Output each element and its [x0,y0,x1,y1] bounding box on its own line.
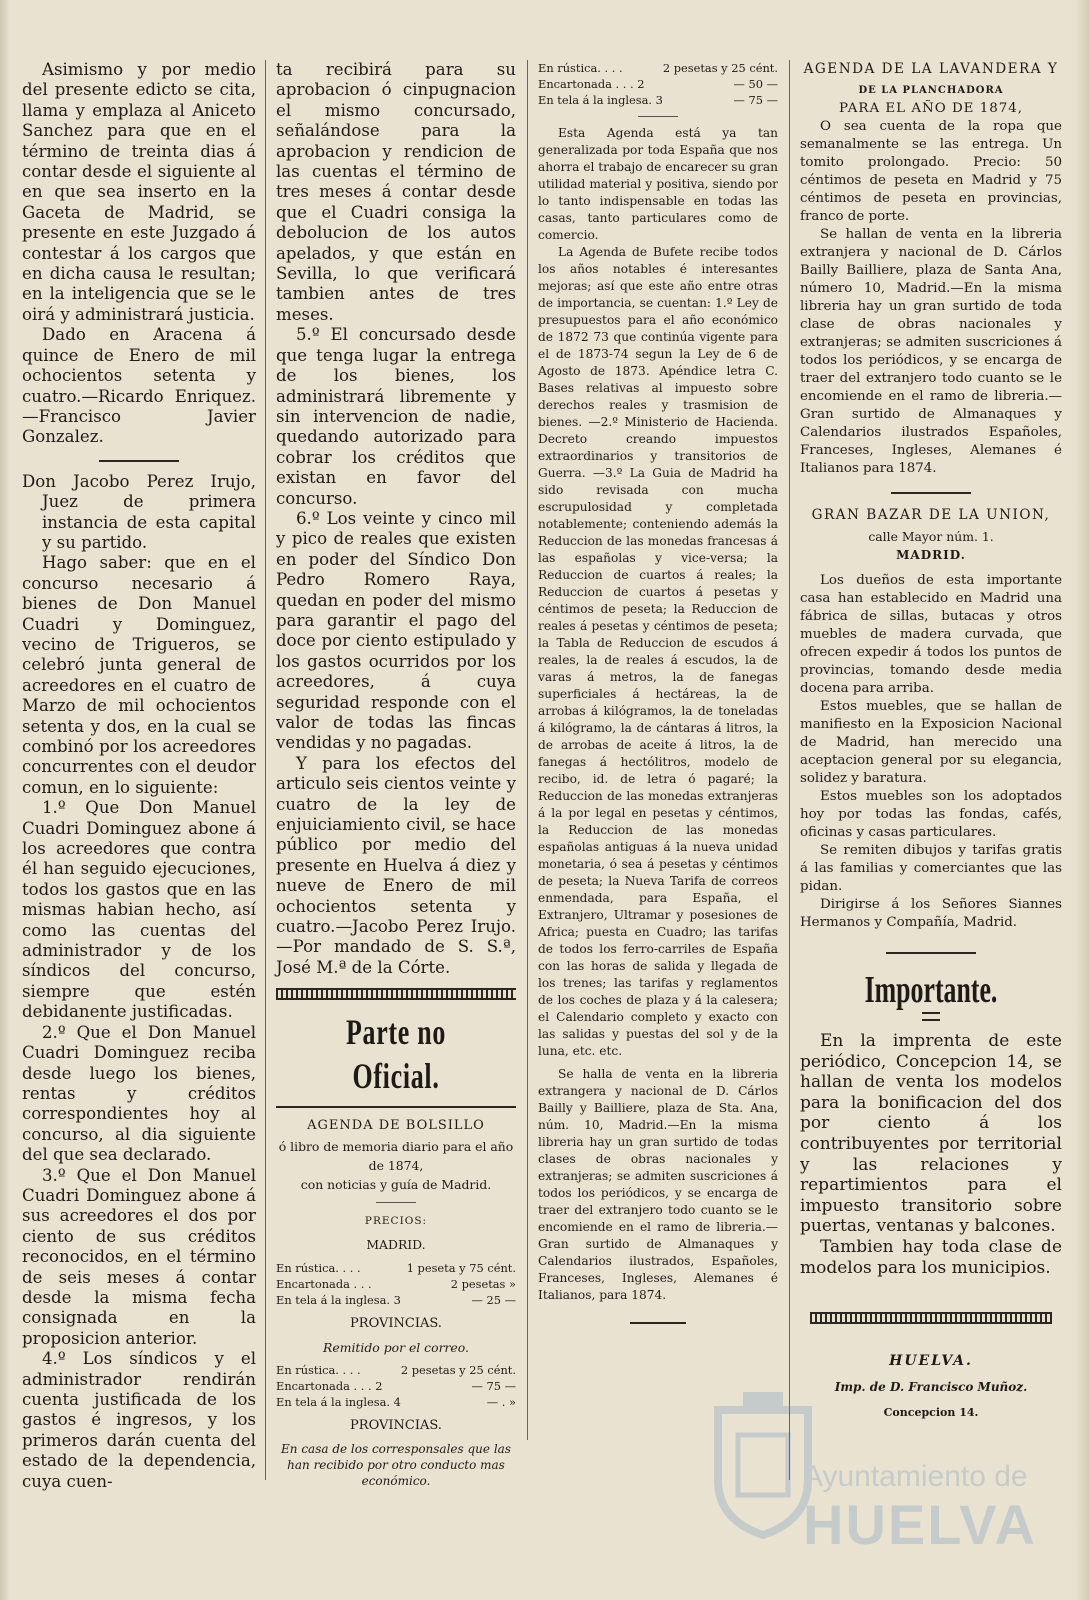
bazar-paragraph: Los dueños de esta importante casa han establecido en Madrid una fábrica de sillas, butacas y otros muebles de madera curvada, que ofrecen expedir á todos los puntos de provincias, tomando desde media docena para arriba. [800,573,1062,696]
column-1 [22,60,256,1491]
column-rule-1 [265,60,266,1480]
important-title: Importante. [864,969,998,1011]
ornamental-rule [276,988,516,1000]
column-2 [276,60,516,1488]
clause-5: 5.º El concursado desde que tenga lugar la entrega de los bienes, los administrará libremente y sin intervencion de nadie, quedando autorizado para cobrar los créditos que existan en favor del concurso. [276,325,516,508]
section-divider [99,460,179,462]
price-row: En tela á la inglesa. 3 — 75 — [538,93,778,107]
price-row: En rústica. . . . 1 peseta y 75 cént. [276,1260,516,1275]
edict-paragraph: Asimismo y por medio del presente edicto se cita, llama y emplaza al Aniceto Sanchez para que en el término de treinta dias á contar desde el siguiente al en que sea inserto en la Gaceta de Madrid, se presente en este Juzgado á contestar á los cargos que en dicha causa le resultan; en la inteligencia que se le oirá y administrará justicia. [22,60,256,324]
clause-6: 6.º Los veinte y cinco mil y pico de reales que existen en poder del Síndico Don Pedro Romero Raya, quedan en poder del mismo para garantir el pago del doce por ciento estipulado y los gastos ocurridos por los acreedores, á cuya seguridad responde con el valor de todas las fincas vendidas y no pagadas. [276,508,516,753]
laundress-agenda-year: PARA EL AÑO DE 1874, [838,101,1024,116]
clause-4: 4.º Los síndicos y el administrador rendirán cuenta justificada de los gastos é ingresos, y los primeros darán cuenta del estado de la dependencia, cuya cuen- [22,1349,256,1491]
watermark-line-1: Ayuntamiento de [803,1460,1028,1493]
printer-imprint: Imp. de D. Francisco Muñoz. [834,1380,1028,1395]
provinces-heading-2: PROVINCIAS. [350,1418,442,1434]
continued-paragraph: ta recibirá para su aprobacion ó cinpugnacion el mismo concursado, señalándose para la aprobacion y rendicion de las cuentas el término de tres meses á contar desde que el Cuadri consiga la debolucion de los autos apelados, y que están en Sevilla, lo que verificará tambien antes de tres meses. [276,60,516,324]
price-row: En tela á la inglesa. 3 — 25 — [276,1292,516,1307]
provinces-heading: PROVINCIAS. [350,1315,442,1331]
price-row: En rústica. . . . 2 pesetas y 25 cént. [538,61,778,75]
section-divider [891,492,971,494]
bazar-city: MADRID. [896,548,966,562]
bazar-paragraph: Estos muebles, que se hallan de manifiesto en la Exposicion Nacional de Madrid, han merecido una aceptacion general por su elegancia, solidez y baratura. [800,699,1062,786]
important-paragraph: En la imprenta de este periódico, Concepcion 14, se hallan de venta los modelos para la bonificacion del dos por ciento á los contribuyentes por territorial y las relaciones y repartimientos para el impuesto transitorio sobre puertas, ventanas y balcones. [800,1031,1062,1237]
price-list [538,60,778,108]
madrid-heading: MADRID. [366,1237,426,1253]
price-row: Encartonada . . . 2 pesetas » [276,1276,516,1291]
correspondents-note: En casa de los corresponsales que las han recibido por otro conducto mas económico. [281,1441,511,1488]
column-rule-3 [789,60,790,1480]
laundress-agenda-description: O sea cuenta de la ropa que semanalmente se las entrega. Un tomito prolongado. Precio: 50 céntimos de peseta en Madrid y 75 céntimos de peseta en provincias, franco de porte. [800,119,1062,224]
watermark-line-2: HUELVA [803,1493,1037,1556]
edict-signature: Dado en Aracena á quince de Enero de mil ochocientos setenta y cuatro.—Ricardo Enriquez.—Francisco Javier Gonzalez. [22,325,256,447]
city-imprint: HUELVA. [889,1353,973,1370]
clause-2: 2.º Que el Don Manuel Cuadri Dominguez reciba desde luego los bienes, rentas y créditos correspondientes hoy al concurso, al dia siguiente del que sea declarado. [22,1022,256,1165]
column-4 [800,60,1062,1480]
clause-1: 1.º Que Don Manuel Cuadri Dominguez abone á los acreedores que contra él han seguido ejecuciones, todos los gastos que en las mismas habian hecho, así como las cuentas del administrador y de los síndicos del concurso, siempre que estén debidanente justificadas. [22,798,256,1022]
prices-heading: PRECIOS: [364,1214,428,1227]
page-fold-shadow-left [0,0,10,1600]
agenda-subtitle: ó libro de memoria diario para el año de 1874, [278,1138,514,1173]
laundress-agenda-title: AGENDA DE LA LAVANDERA Y [803,61,1059,77]
bazar-address: calle Mayor núm. 1. [868,529,994,544]
price-row: Encartonada . . . 2 — 50 — [538,77,778,91]
page-fold-shadow-right [1075,0,1089,1600]
price-row: En rústica. . . . 2 pesetas y 25 cént. [276,1363,516,1378]
agenda-title: AGENDA DE BOLSILLO [307,1118,485,1134]
agenda-subtitle-2: con noticias y guía de Madrid. [300,1176,492,1192]
archive-watermark [708,1380,1048,1570]
important-paragraph-2: Tambien hay toda clase de modelos para los municipios. [800,1236,1062,1278]
bookshop-notice: Se hallan de venta en la libreria extranjera y nacional de D. Cárlos Bailly Bailliere, plaza de Santa Ana, número 10, Madrid.—En la misma libreria hay un gran surtido de toda clase de obras nacionales y extranjeras; se admiten suscriciones á todos los periódicos, y se encarga de traer del extranjero todo cuanto se le encomiende en el ramo de libreria.—Gran surtido de Almanaques y Calendarios ilustrados Españoles, Franceses, Ingleses, Alemanes é Italianos para 1874. [800,227,1062,476]
mail-note: Remitido por el correo. [323,1339,469,1355]
bazar-paragraph: Se remiten dibujos y tarifas gratis á las familias y comerciantes que las pidan. [800,843,1062,894]
double-rule [922,1012,940,1021]
section-divider [886,952,976,954]
province-prices [276,1362,516,1410]
agenda-contents: La Agenda de Bufete recibe todos los años notables é interesantes mejoras; así que este año entre otras de importancia, se cuentan: 1.º Ley de presupuestos para el año económico de 1872 73 que continúa vigente para el de 1873-74 segun la Ley de 6 de Agosto de 1873. Apéndice letra C. Bases relativas al impuesto sobre derechos reales y trasmision de bienes. —2.º Ministerio de Hacienda. Decreto creando impuestos extraordinarios y transitorios de Guerra. —3.º La Guia de Madrid ha sido revisada con mucha escrupulosidad y completada notablemente; conteniendo además la Reduccion de las monedas francesas á las españolas y vice-versa; la Reduccion de cuartos á reales; la Reduccion de cuartos á pesetas y céntimos de peseta; la Reduccion de reales á pesetas y céntimos de peseta; la Tabla de Reduccion de escudos á reales, la de reales á escudos, la de varas á metros, la de fanegas superficiales á hectáreas, la de arrobas á kilógramos, la de toneladas á kilógramo, la de cántaras á litros, la de arrobas de aceite á litros, la de fanegas á hectólitros, modelo de recibo, id. de letra ó pagaré; la Reduccion de las monedas extranjeras á la por legal en pesetas y céntimos, la Reduccion de las monedas españolas antiguas á la nueva unidad monetaria, ó sea á pesetas y céntimos de peseta; la Nueva Tarifa de correos enmendada, para España, el Extranjero, Ultramar y posesiones de Africa; puesta en Cuadro; las tarifas de todos los ferro-carriles de España con las horas de salida y llegada de los trenes; las tarifas y reglamentos de los coches de plaza y á la calesera; el Calendario completo y exacto con las salidas y puestas del sol y de la luna, etc. etc. [538,245,778,1058]
title-underline [276,1106,516,1108]
clause-3: 3.º Que el Don Manuel Cuadri Dominguez abone á sus acreedores el dos por ciento de sus créditos reconocidos, en el término de seis meses á contar desde la misma fecha consignada en la proposicion anterior. [22,1165,256,1348]
bazar-paragraph: Estos muebles son los adoptados hoy por todas las fondas, cafés, oficinas y casas particulares. [800,789,1062,840]
judge-heading: Don Jacobo Perez Irujo, Juez de primera instancia de esta capital y su partido. [22,471,256,552]
price-divider [376,1202,416,1203]
bookshop-notice: Se halla de venta en la libreria extrangera y nacional de D. Cárlos Bailly y Bailliere, plaza de Sta. Ana, núm. 10, Madrid.—En la misma libreria hay un gran surtido de todas clases de obras nacionales y extranjeras; se admiten suscriciones á todos los periódicos, y se encarga de traer del extranjero todo cuanto se le encomiende en el ramo de libreria.—Gran surtido de Almanaques y Calendarios ilustrados, Españoles, Franceses, Ingleses, Alemanes é Italianos, para 1874. [538,1067,778,1302]
section-title: Parte no Oficial. [345,1012,447,1097]
bazar-paragraph: Dirigirse á los Señores Siannes Hermanos y Compañía, Madrid. [800,897,1062,930]
coat-of-arms-icon [708,1390,818,1540]
bazar-title: GRAN BAZAR DE LA UNION, [811,507,1051,523]
judge-paragraph: Hago saber: que en el concurso necesario á bienes de Don Manuel Cuadri y Dominguez, vecino de Trigueros, se celebró junta general de acreedores en el cuatro de Marzo de mil ochocientos setenta y dos, en la cual se combinó por los acreedores concurrentes con el deudor comun, en lo siguiente: [22,553,256,797]
column-3 [538,60,778,1480]
section-divider [638,116,678,117]
column-rule-2 [527,60,528,1440]
ornamental-rule [810,1312,1052,1324]
printer-address: Concepcion 14. [883,1406,979,1420]
laundress-agenda-subtitle: DE LA PLANCHADORA [858,85,1004,96]
madrid-prices [276,1260,516,1308]
agenda-description: Esta Agenda está ya tan generalizada por toda España que nos ahorra el trabajo de encarecer su gran utilidad material y positiva, siendo por lo tanto indispensable en todas las casas, tanto particulares como de comercio. [538,126,778,242]
closing-paragraph: Y para los efectos del articulo seis cientos veinte y cuatro de la ley de enjuiciamiento civil, se hace público por medio del presente en Huelva á diez y nueve de Enero de mil ochocientos setenta y cuatro.—Jacobo Perez Irujo.—Por mandado de S. S.ª, José M.ª de la Córte. [276,753,516,977]
end-divider [630,1322,686,1324]
price-row: Encartonada . . . 2 — 75 — [276,1379,516,1394]
price-row: En tela á la inglesa. 4 — . » [276,1395,516,1410]
